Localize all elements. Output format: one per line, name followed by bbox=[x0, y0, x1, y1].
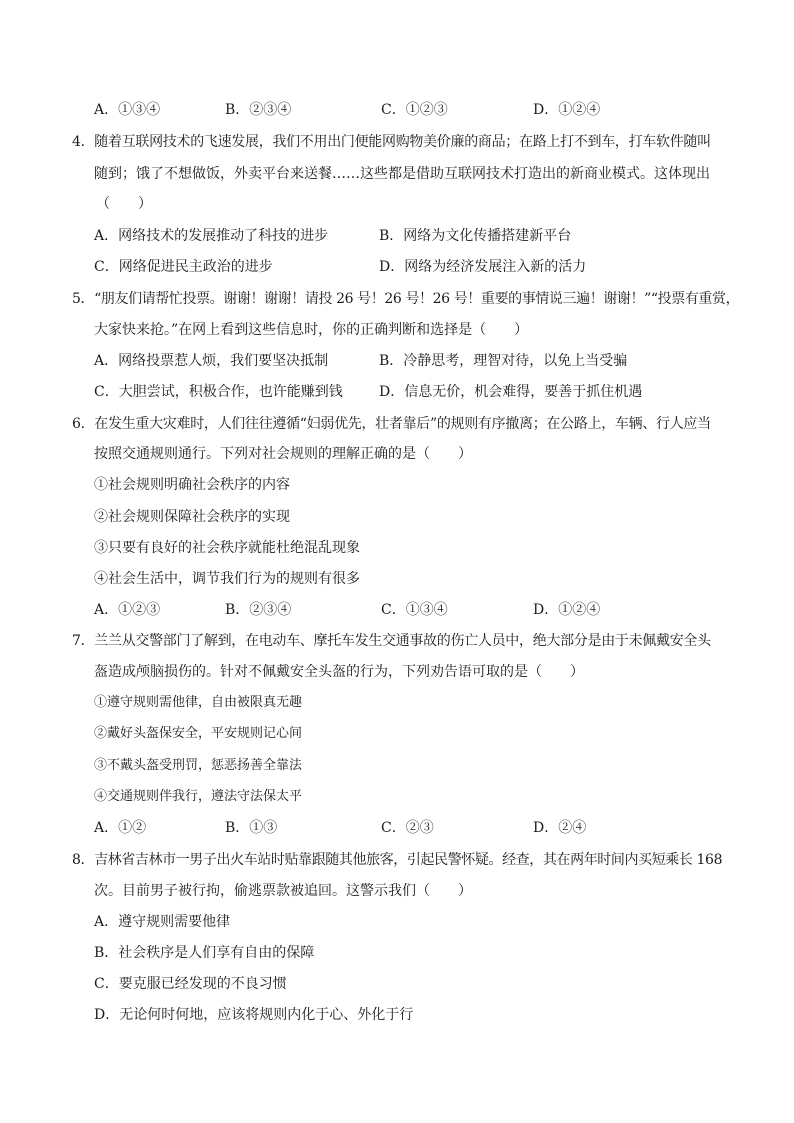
q7-item-3: ③不戴头盔受刑罚，惩恶扬善全靠法 bbox=[94, 758, 303, 773]
q3-option-b: B．②③④ bbox=[225, 102, 292, 118]
q6-option-b: B．②③④ bbox=[225, 602, 292, 618]
q3-option-c: C．①②③ bbox=[381, 102, 448, 118]
q8-option-b: B．社会秩序是人们享有自由的保障 bbox=[94, 945, 315, 961]
q5-stem-line-1: 5．“朋友们请帮忙投票。谢谢！谢谢！请投 26 号！26 号！26 号！重要的事情说三遍！谢谢！”“投票有重赏， bbox=[72, 291, 740, 307]
q6-item-1: ①社会规则明确社会秩序的内容 bbox=[94, 477, 290, 493]
q6-item-2: ②社会规则保障社会秩序的实现 bbox=[94, 509, 290, 525]
q5-option-c: C．大胆尝试，积极合作，也许能赚到钱 bbox=[94, 384, 343, 400]
q3-option-d: D．①②④ bbox=[533, 102, 601, 118]
q7-item-1: ①遵守规则需他律，自由被限真无趣 bbox=[94, 695, 303, 710]
q4-stem-line-3: （ ） bbox=[96, 196, 152, 212]
q4-options-row-2 bbox=[94, 257, 714, 277]
q8-option-d: D．无论何时何地，应该将规则内化于心、外化于行 bbox=[94, 1007, 414, 1023]
q4-option-a: A．网络技术的发展推动了科技的进步 bbox=[94, 228, 329, 244]
q6-item-4: ④社会生活中，调节我们行为的规则有很多 bbox=[94, 571, 360, 587]
q8-stem-line-2: 次。目前男子被行拘，偷逃票款被追回。这警示我们（ ） bbox=[94, 883, 472, 899]
q4-stem-line-1: 4．随着互联网技术的飞速发展，我们不用出门便能网购物美价廉的商品；在路上打不到车，打车软件随叫 bbox=[72, 134, 711, 150]
q7-option-c: C．②③ bbox=[381, 820, 434, 836]
q5-option-a: A．网络投票惹人烦，我们要坚决抵制 bbox=[94, 353, 329, 369]
q5-stem-line-2: 大家快来抢。”在网上看到这些信息时，你的正确判断和选择是（ ） bbox=[94, 322, 529, 338]
q8-stem-line-1: 8．吉林省吉林市一男子出火车站时贴靠跟随其他旅客，引起民警怀疑。经查，其在两年时间内买短乘长 168 bbox=[72, 852, 723, 868]
q7-options bbox=[94, 818, 714, 838]
q6-stem-line-2: 按照交通规则通行。下列对社会规则的理解正确的是（ ） bbox=[94, 446, 472, 462]
q3-option-a: A．①③④ bbox=[94, 102, 161, 118]
q7-stem-line-1: 7．兰兰从交警部门了解到，在电动车、摩托车发生交通事故的伤亡人员中，绝大部分是由于未佩戴安全头 bbox=[72, 633, 711, 649]
q5-option-b: B．冷静思考，理智对待，以免上当受骗 bbox=[379, 353, 628, 369]
q6-item-3: ③只要有良好的社会秩序就能杜绝混乱现象 bbox=[94, 540, 360, 556]
q8-option-a: A．遵守规则需要他律 bbox=[94, 914, 231, 930]
q4-option-c: C．网络促进民主政治的进步 bbox=[94, 259, 273, 275]
q6-option-a: A．①②③ bbox=[94, 602, 161, 618]
q8-option-c: C．要克服已经发现的不良习惯 bbox=[94, 976, 287, 992]
q4-options-row-1 bbox=[94, 226, 714, 246]
q4-stem-line-2: 随到；饿了不想做饭，外卖平台来送餐……这些都是借助互联网技术打造出的新商业模式。这体现出 bbox=[94, 166, 710, 182]
q6-stem-line-1: 6．在发生重大灾难时，人们往往遵循“妇弱优先，壮者靠后”的规则有序撤离；在公路上，车辆、行人应当 bbox=[72, 416, 711, 432]
q4-option-d: D．网络为经济发展注入新的活力 bbox=[379, 259, 587, 275]
q7-stem-line-2: 盔造成颅脑损伤的。针对不佩戴安全头盔的行为，下列劝告语可取的是（ ） bbox=[94, 664, 584, 680]
q5-options-row-2 bbox=[94, 382, 714, 402]
q7-item-2: ②戴好头盔保安全，平安规则记心间 bbox=[94, 726, 303, 741]
q6-options bbox=[94, 600, 714, 620]
q5-options-row-1 bbox=[94, 351, 714, 371]
q4-option-b: B．网络为文化传播搭建新平台 bbox=[379, 228, 572, 244]
q7-option-b: B．①③ bbox=[225, 820, 278, 836]
q7-item-4: ④交通规则伴我行，遵法守法保太平 bbox=[94, 789, 303, 804]
q6-option-c: C．①③④ bbox=[381, 602, 448, 618]
q6-option-d: D．①②④ bbox=[533, 602, 601, 618]
q7-option-d: D．②④ bbox=[533, 820, 587, 836]
q7-option-a: A．①② bbox=[94, 820, 147, 836]
q3-options bbox=[94, 100, 714, 120]
q5-option-d: D．信息无价，机会难得，要善于抓住机遇 bbox=[379, 384, 643, 400]
